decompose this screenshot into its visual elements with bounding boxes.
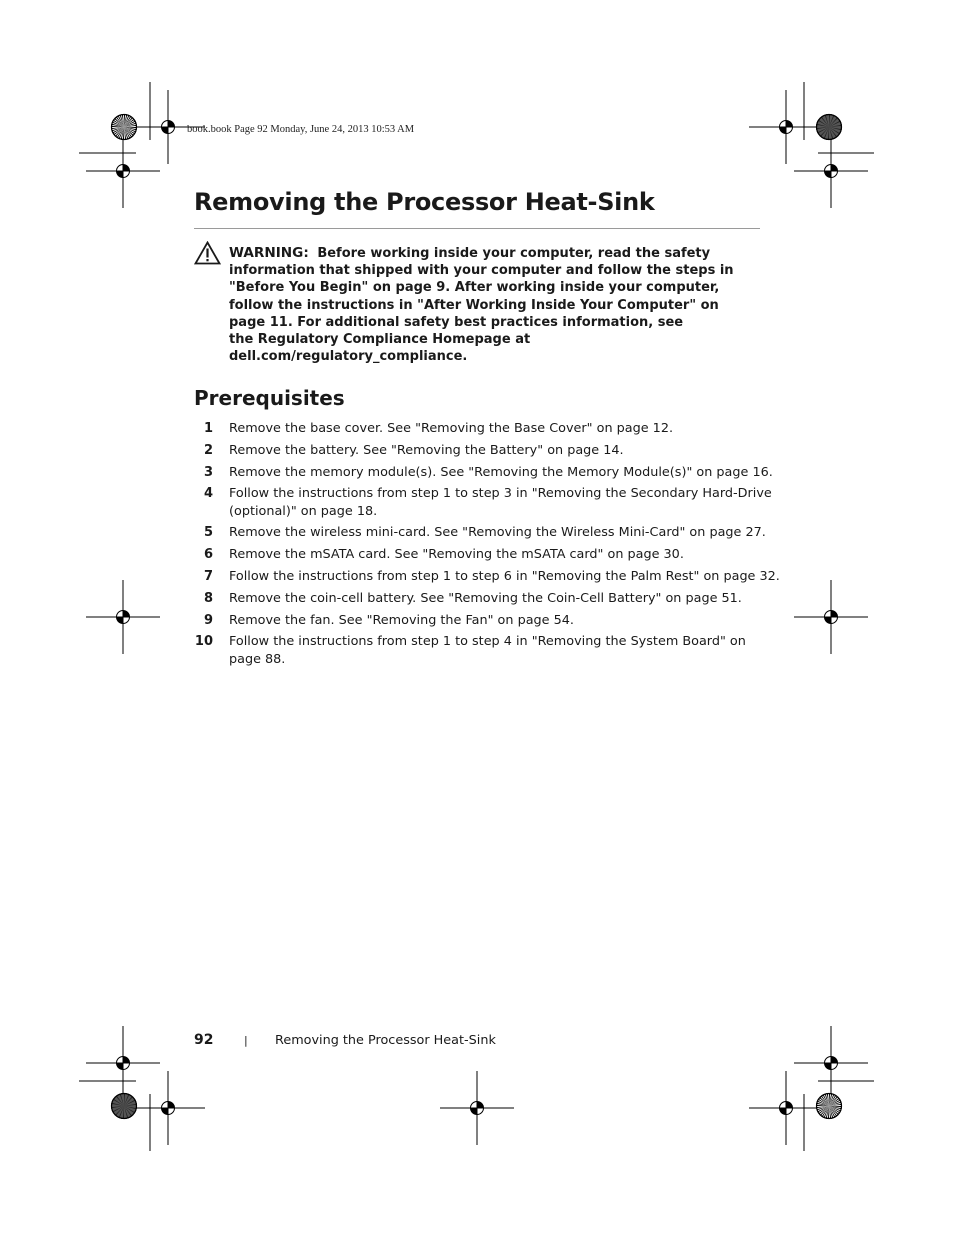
step-text (229, 590, 769, 608)
step-line: Remove the coin-cell battery. See "Removing the Coin-Cell Battery" on page 51. (229, 591, 742, 606)
step-text (229, 633, 769, 669)
warning-line: information that shipped with your computer and follow the steps in (229, 263, 734, 279)
registration-target-icon (131, 1071, 205, 1145)
step-number: 4 (203, 486, 213, 501)
step-number: 6 (203, 547, 213, 562)
warning-line: follow the instructions in "After Working Inside Your Computer" on (229, 297, 719, 313)
step-line: (optional)" on page 18. (229, 504, 378, 519)
registration-target-icon (86, 134, 160, 208)
page-title: Removing the Processor Heat-Sink (194, 188, 655, 216)
registration-target-icon (794, 580, 868, 654)
registration-target-icon (794, 134, 868, 208)
step-text (229, 524, 769, 542)
section-heading-prerequisites: Prerequisites (194, 386, 345, 410)
title-rule (194, 228, 760, 229)
step-line: Remove the battery. See "Removing the Battery" on page 14. (229, 443, 624, 458)
step-number: 9 (203, 613, 213, 628)
registration-starburst-icon (817, 115, 842, 140)
warning-line: page 11. For additional safety best practices information, see (229, 314, 684, 330)
registration-target-icon (749, 90, 823, 164)
step-line: Follow the instructions from step 1 to step 6 in "Removing the Palm Rest" on page 32. (229, 569, 780, 584)
step-line: Remove the memory module(s). See "Removing the Memory Module(s)" on page 16. (229, 465, 773, 480)
step-line: Remove the wireless mini-card. See "Removing the Wireless Mini-Card" on page 27. (229, 525, 766, 540)
registration-target-icon (794, 1026, 868, 1100)
step-text (229, 420, 769, 438)
footer-separator: | (244, 1034, 248, 1047)
step-line: page 88. (229, 652, 286, 667)
step-text (229, 442, 769, 460)
warning-line (229, 245, 764, 262)
step-line: Follow the instructions from step 1 to step 4 in "Removing the System Board" on (229, 634, 746, 649)
step-number: 2 (203, 443, 213, 458)
step-text (229, 546, 769, 564)
step-number: 10 (194, 634, 213, 649)
warning-line-link: dell.com/regulatory_compliance. (229, 349, 468, 365)
step-line: Follow the instructions from step 1 to step 3 in "Removing the Secondary Hard-Drive (229, 486, 772, 501)
registration-target-icon (86, 580, 160, 654)
step-text (229, 464, 773, 482)
warning-line: the Regulatory Compliance Homepage at (229, 332, 531, 348)
warning-notice (229, 245, 764, 365)
step-number: 3 (203, 465, 213, 480)
footer-page-number: 92 (194, 1032, 214, 1048)
warning-line: "Before You Begin" on page 9. After working inside your computer, (229, 280, 720, 296)
registration-target-icon (86, 1026, 160, 1100)
registration-starburst-icon (112, 115, 137, 140)
step-line: Remove the base cover. See "Removing the Base Cover" on page 12. (229, 421, 674, 436)
registration-target-icon (749, 1071, 823, 1145)
step-line: Remove the mSATA card. See "Removing the mSATA card" on page 30. (229, 547, 684, 562)
registration-starburst-icon (817, 1094, 842, 1119)
registration-starburst-icon (112, 1094, 137, 1119)
step-number: 1 (203, 421, 213, 436)
step-number: 7 (203, 569, 213, 584)
step-line: Remove the fan. See "Removing the Fan" on page 54. (229, 613, 574, 628)
registration-target-icon (440, 1071, 514, 1145)
footer-section-title: Removing the Processor Heat-Sink (275, 1033, 496, 1048)
step-number: 8 (203, 591, 213, 606)
print-slug-line: book.book Page 92 Monday, June 24, 2013 10:53 AM (187, 124, 415, 135)
warning-label: WARNING: (229, 245, 309, 261)
warning-line-text: Before working inside your computer, read the safety (317, 246, 711, 261)
step-text (229, 485, 772, 521)
step-number: 5 (203, 525, 213, 540)
warning-triangle-icon (194, 241, 221, 265)
step-text (229, 568, 780, 586)
step-text (229, 612, 769, 630)
